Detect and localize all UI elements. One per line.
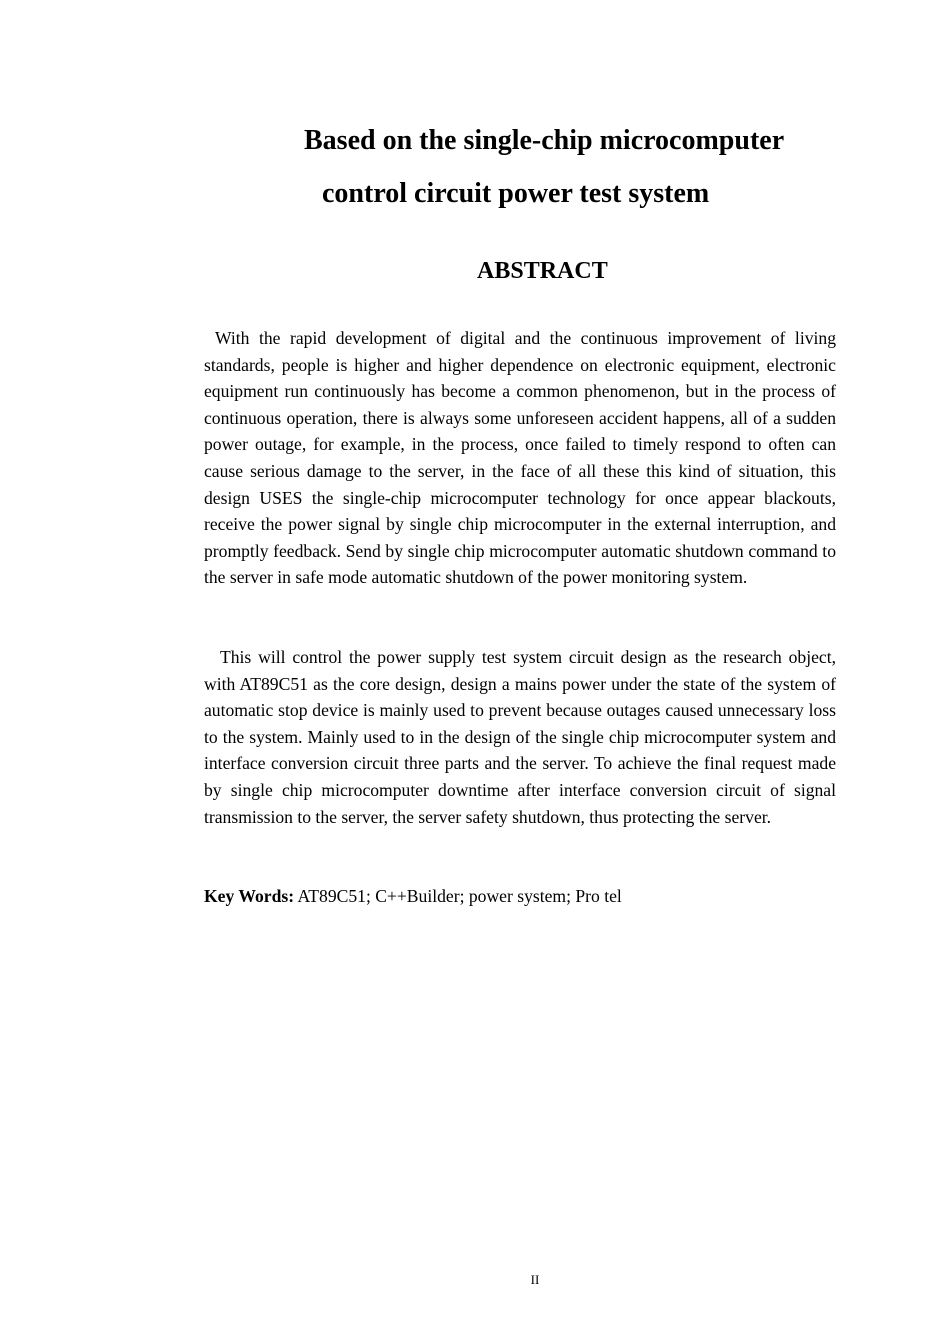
keywords-value: AT89C51; C++Builder; power system; Pro tel — [294, 886, 622, 906]
abstract-paragraph-2: This will control the power supply test system circuit design as the research object, with AT89C51 as the core design, design a mains power under the state of the system of automatic stop device is mainly used to prevent because outages caused unnecessary loss to the system. Mainly used to in the design of the single chip microcomputer system and interface conversion circuit three parts and the server. To achieve the final request made by single chip microcomputer downtime after interface conversion circuit of signal transmission to the server, the server safety shutdown, thus protecting the server. — [204, 647, 836, 827]
title-line-1: Based on the single-chip microcomputer — [304, 125, 785, 156]
keywords-label: Key Words: — [204, 886, 295, 906]
page-number: II — [530, 1272, 540, 1287]
title-line-2: control circuit power test system — [322, 178, 710, 209]
keywords-line — [204, 883, 622, 910]
abstract-heading: ABSTRACT — [477, 258, 608, 284]
abstract-paragraph-1: With the rapid development of digital and the continuous improvement of living standards, people is higher and higher dependence on electronic equipment, electronic equipment run continuously has become a common phenomenon, but in the process of continuous operation, there is always some unforeseen accident happens, all of a sudden power outage, for example, in the process, once failed to timely respond to often can cause serious damage to the server, in the face of all these this kind of situation, this design USES the single-chip microcomputer technology for once appear blackouts, receive the power signal by single chip microcomputer in the external interruption, and promptly feedback. Send by single chip microcomputer automatic shutdown command to the server in safe mode automatic shutdown of the power monitoring system. — [204, 328, 836, 588]
